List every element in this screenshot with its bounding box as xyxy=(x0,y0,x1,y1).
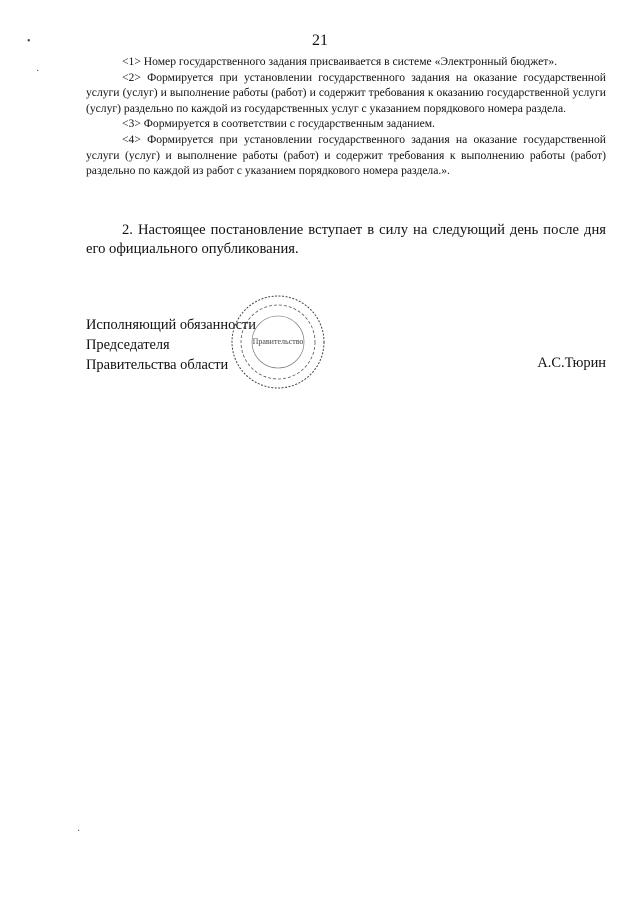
official-seal-stamp xyxy=(228,292,328,392)
scan-mark: • xyxy=(27,36,31,47)
seal-text: Правительство xyxy=(252,337,304,346)
scan-mark: · xyxy=(77,826,81,837)
footnote-2: <2> Формируется при установлении государственного задания на оказание государственной услуги (услуг) и выполнение работы (работ) и содержит требования к оказанию государственной услуги (услуг) раздельно по каждой из государственных услуг с указанием порядкового номера раздела. xyxy=(86,70,606,115)
scan-mark: · xyxy=(36,66,40,77)
signatory-position-line: Председателя xyxy=(86,337,170,353)
footnote-3: <3> Формируется в соответствии с государственным заданием. xyxy=(122,117,435,131)
footnotes xyxy=(86,54,606,179)
signatory-position-line: Правительства области xyxy=(86,357,229,373)
footnote-4: <4> Формируется при установлении государственного задания на оказание государственной услуги (услуг) и выполнение работы (работ) и содержит требования к выполнению работы (работ) раздельно по каждой из работ с указанием порядкового номера раздела.». xyxy=(86,132,606,178)
footnote-1: <1> Номер государственного задания присваивается в системе «Электронный бюджет». xyxy=(122,55,558,68)
signer-name: А.С.Тюрин xyxy=(537,355,606,371)
page-number: 21 xyxy=(312,32,328,49)
effective-date-paragraph: 2. Настоящее постановление вступает в силу на следующий день после дня его официального опубликования. xyxy=(86,222,606,257)
signatory-position-line: Исполняющий обязанности xyxy=(86,317,257,333)
